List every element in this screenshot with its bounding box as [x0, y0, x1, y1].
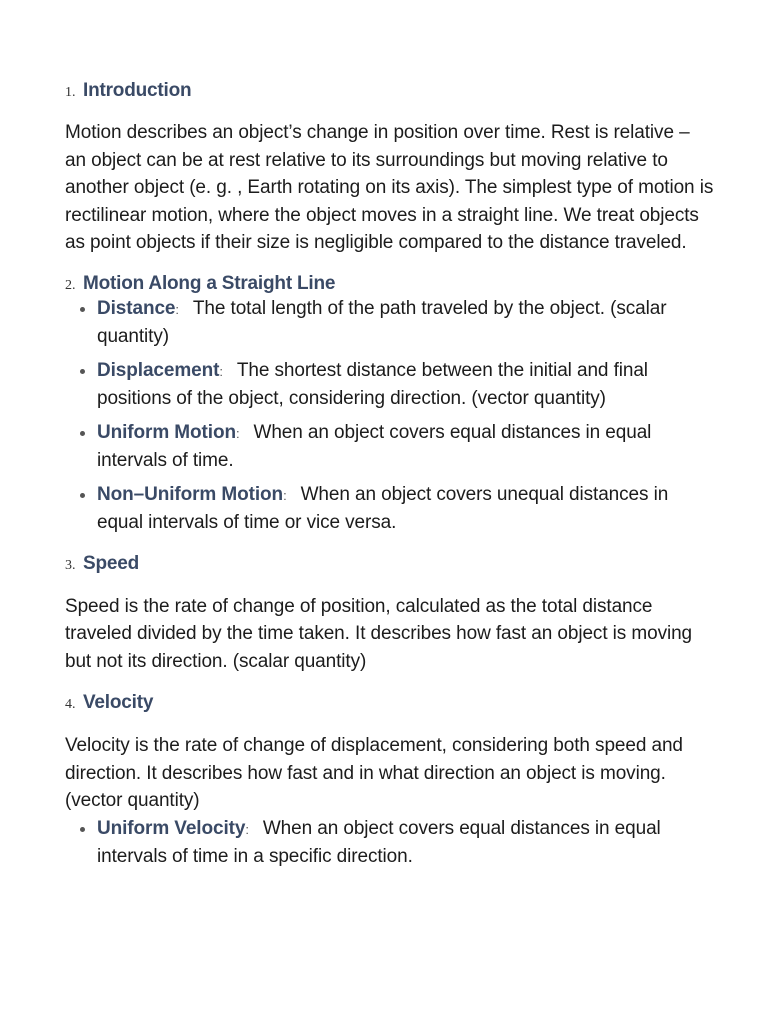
term: Non–Uniform Motion [97, 483, 284, 505]
list-item-non-uniform-motion [65, 481, 715, 537]
list-item-uniform-velocity [65, 815, 715, 871]
definition: When an object covers equal distances in equal intervals of time. [97, 421, 652, 471]
bullet-icon [80, 827, 85, 832]
section-title: Motion Along a Straight Line [83, 272, 336, 294]
definition: The total length of the path traveled by the object. (scalar quantity) [97, 297, 667, 347]
bullet-icon [80, 493, 85, 498]
bullet-icon [80, 369, 85, 374]
section-title: Velocity [83, 692, 154, 713]
definition: When an object covers unequal distances in equal intervals of time or vice versa. [97, 483, 669, 533]
list-item-uniform-motion [65, 419, 715, 475]
term: Distance [97, 297, 176, 319]
colon: : [235, 425, 240, 441]
definition: The shortest distance between the initial and final positions of the object, considering direction. (vector quantity) [97, 359, 648, 409]
list-item-displacement [65, 357, 715, 413]
speed-paragraph: Speed is the rate of change of position, calculated as the total distance traveled divided by the time taken. It describes how fast an object is moving but not its direction. (scalar quantity) [65, 595, 693, 672]
list-item-distance [65, 295, 715, 351]
section-title: Introduction [83, 80, 192, 101]
introduction-paragraph: Motion describes an object’s change in position over time. Rest is relative – an object can be at rest relative to its surroundings but moving relative to another object (e. g. , Earth rotating on its axis). The simplest type of motion is rectilinear motion, where the object moves in a straight line. We treat objects as point objects if their size is negligible compared to the distance traveled. [65, 122, 714, 253]
velocity-paragraph: Velocity is the rate of change of displacement, considering both speed and direction. It describes how fast and in what direction an object is moving. (vector quantity) [65, 735, 683, 811]
definition: When an object covers equal distances in equal intervals of time in a specific direction. [97, 817, 661, 867]
section-title: Speed [83, 552, 140, 574]
section-heading-introduction [65, 80, 715, 102]
section-number: 2. [65, 277, 76, 293]
term: Uniform Velocity [97, 817, 246, 839]
bullet-icon [80, 307, 85, 312]
velocity-definitions-list [65, 815, 715, 871]
section-heading-velocity [65, 692, 715, 714]
colon: : [283, 487, 287, 503]
bullet-icon [80, 431, 85, 436]
document-page [65, 78, 715, 871]
colon: : [245, 821, 249, 837]
section-heading-speed [65, 553, 715, 575]
section-number: 1. [65, 85, 76, 100]
section-heading-motion-along-line [65, 273, 715, 295]
term: Uniform Motion [97, 421, 236, 443]
section-number: 3. [65, 557, 76, 573]
colon: : [219, 363, 223, 379]
motion-definitions-list [65, 295, 715, 537]
term: Displacement [97, 359, 220, 381]
section-number: 4. [65, 697, 76, 712]
colon: : [175, 301, 179, 317]
